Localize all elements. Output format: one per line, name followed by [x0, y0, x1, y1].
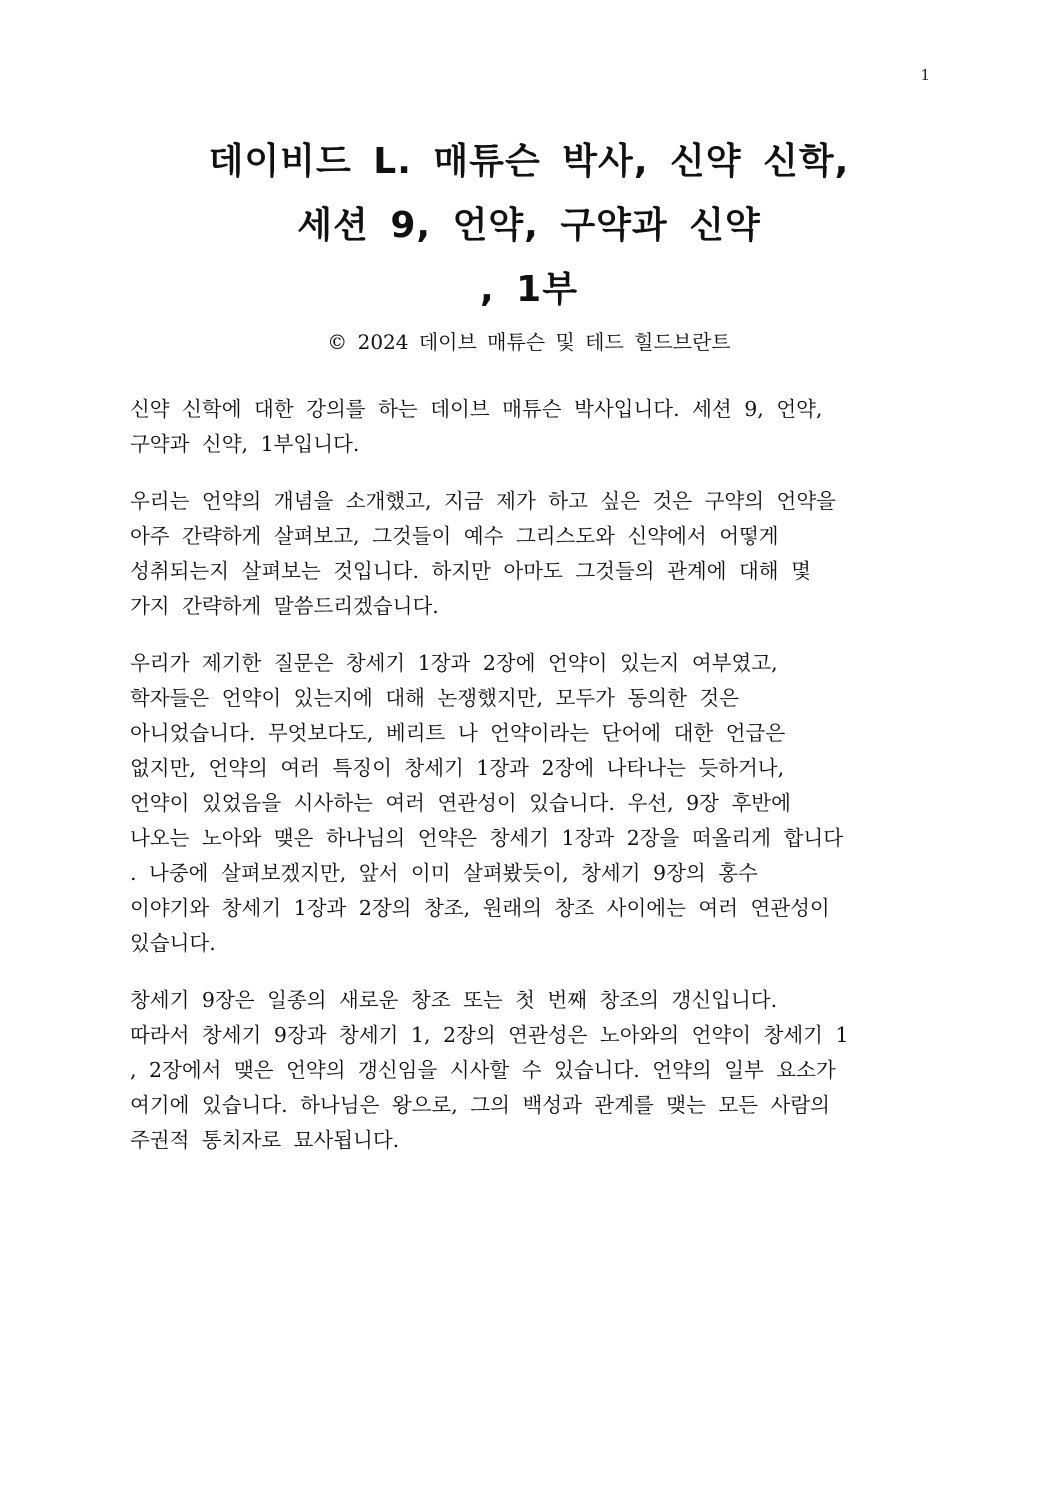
- text-line: 따라서 창세기 9장과 창세기 1, 2장의 연관성은 노아와의 언약이 창세기 1: [130, 1023, 849, 1047]
- text-line: 이야기와 창세기 1장과 2장의 창조, 원래의 창조 사이에는 여러 연관성이: [130, 896, 830, 920]
- text-line: 우리가 제기한 질문은 창세기 1장과 2장에 언약이 있는지 여부였고,: [130, 651, 778, 675]
- paragraph-4: [130, 983, 928, 1158]
- copyright-notice: © 2024 데이브 매튜슨 및 테드 힐드브란트: [327, 330, 731, 354]
- text-line: 학자들은 언약이 있는지에 대해 논쟁했지만, 모두가 동의한 것은: [130, 686, 740, 710]
- title-line-1: 데이비드 L. 매튜슨 박사, 신약 신학,: [208, 141, 850, 182]
- text-line: 주권적 통치자로 묘사됩니다.: [130, 1128, 400, 1152]
- paragraph-3: [130, 646, 928, 961]
- text-line: 가지 간략하게 말씀드리겠습니다.: [130, 594, 439, 618]
- text-line: 언약이 있었음을 시사하는 여러 연관성이 있습니다. 우선, 9장 후반에: [130, 791, 791, 815]
- text-line: 없지만, 언약의 여러 특징이 창세기 1장과 2장에 나타나는 듯하거나,: [130, 756, 785, 780]
- text-line: 있습니다.: [130, 931, 216, 955]
- text-line: 나오는 노아와 맺은 하나님의 언약은 창세기 1장과 2장을 떠올리게 합니다: [130, 826, 844, 850]
- text-line: 구약과 신약, 1부입니다.: [130, 432, 360, 456]
- paragraph-1: [130, 392, 928, 462]
- paragraph-2: [130, 484, 928, 624]
- text-line: , 2장에서 맺은 언약의 갱신임을 시사할 수 있습니다. 언약의 일부 요소가: [130, 1058, 836, 1082]
- text-line: 창세기 9장은 일종의 새로운 창조 또는 첫 번째 창조의 갱신입니다.: [130, 988, 778, 1012]
- text-line: 성취되는지 살펴보는 것입니다. 하지만 아마도 그것들의 관계에 대해 몇: [130, 559, 811, 583]
- text-line: 우리는 언약의 개념을 소개했고, 지금 제가 하고 싶은 것은 구약의 언약을: [130, 489, 836, 513]
- text-line: 여기에 있습니다. 하나님은 왕으로, 그의 백성과 관계를 맺는 모든 사람의: [130, 1093, 830, 1117]
- title-line-2: 세션 9, 언약, 구약과 신약: [297, 205, 761, 246]
- text-line: 신약 신학에 대한 강의를 하는 데이브 매튜슨 박사입니다. 세션 9, 언약,: [130, 397, 823, 421]
- text-line: 아주 간략하게 살펴보고, 그것들이 예수 그리스도와 신약에서 어떻게: [130, 524, 779, 548]
- text-line: . 나중에 살펴보겠지만, 앞서 이미 살펴봤듯이, 창세기 9장의 홍수: [130, 861, 758, 885]
- title-block: [130, 130, 928, 356]
- body-text: [130, 392, 928, 1180]
- page-number: 1: [920, 66, 930, 84]
- title-line-3: , 1부: [479, 269, 579, 310]
- text-line: 아니었습니다. 무엇보다도, 베리트 나 언약이라는 단어에 대한 언급은: [130, 721, 786, 745]
